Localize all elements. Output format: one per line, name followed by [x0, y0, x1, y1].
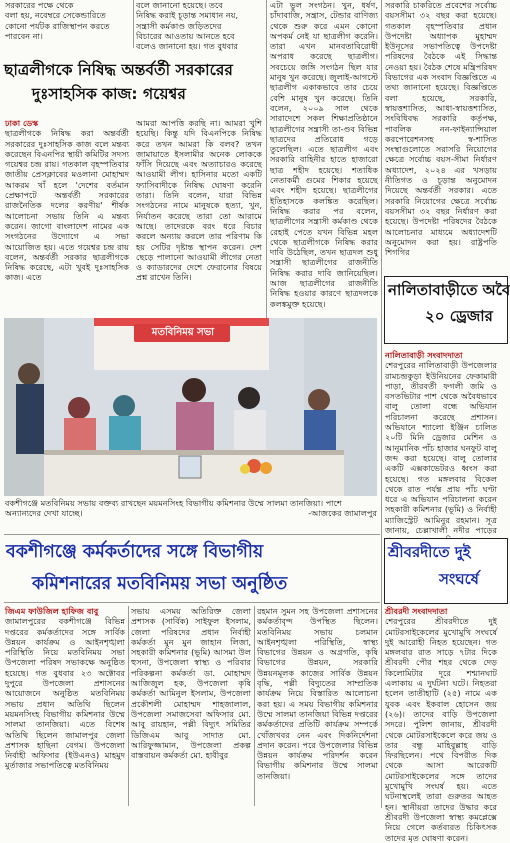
- text-line: বিচারের আওতায় আনতে হবে: [136, 30, 235, 41]
- byline: ঢাকা ডেস্ক: [5, 118, 39, 128]
- headline-nalitabari: নালিতাবাড়ীতে অবৈ ২০ ড্রেজার: [384, 276, 508, 344]
- top-left-text: [5, 0, 131, 42]
- story1-col2: আমরা আপত্তি করছি না। আমরা খুশি হয়েছি। কিন্তু যদি বিএনপিকে নিষিদ্ধ করে তখন আমরা কি বলব? তখন জামায়াতে ইসলামীর অনেক লোককে ফাঁসি দিয়েছে এবং অত্যাচারও করেছে আওয়ামী লীগ। হাসিনার মতো একটি ফ্যাসিবাদীকে নিষিদ্ধ ঘোষণা করেনি তারা। তিনি বলেন, যারা বিভিন্ন সংগঠনের নামে মানুষকে হত্যা, খুন, নির্যাতন করেছে তারা তো আরামে আছে। তাদেরকে বরং ধরে বিচার করলে অন্যায় করলে তার পরিণাম কি হয় সেটির দৃষ্টান্ত স্থাপন করেন। দেশ ছেড়ে পালানো আওয়ামী লীগের নেতা ও ক্যাডারদের দেশে ফেরানোর বিষয়ে প্রশ্ন রাখেন তিনি।: [136, 118, 262, 283]
- story2-col2: সভায় এসময় অতিরিক্ত জেলা প্রশাসক (সার্বিক) সাইফুল ইসলাম, জেলা পরিষদের প্রধান নির্বাহী কর্মকর্তা মুন মুন জাহান লিজা, সহকারী কমিশনার (ভূমি) আসমা উল হুসনা, উপজেলা স্বাস্থ্য ও পরিবার পরিকল্পনা কর্মকর্তা ডা. মোহাম্মদ আজিজুল হক, উপজেলা কৃষি কর্মকর্তা আমিনুল ইসলাম, উপজেলা প্রকৌশলী মোহাম্মদ শাহজালাল, উপজেলা সমাজসেবা অফিসার মো. আবু রায়হান, পল্লী বিদ্যুৎ সমিতির ডিজিএম আবু সাদাত মো. আরিফুজ্জামান, উপজেলা প্রকল্প বাস্তবায়ন কর্মকর্তা মো. হাবীবুর: [131, 606, 251, 761]
- right-top-story: এটা ভুল সংগঠন। খুন, ধর্ষণ, চাঁদাবাজি, সন্ত্রাস, টেন্ডার বাণিজ্য থেকে শুরু করে এমন কোনো অপকর্ম নেই যা ছাত্রলীগ করেনি। তারা এখন মানবতাবিরোধী অপরাধ করেছে ছাত্রলীগ। সবচেয়ে জঙ্গি সংগঠন ছিল যার মানুষ খুন করেছে। জুলাই-আগস্টে ছাত্রলীগ একাকভাবে তার চেয়ে বেশি মানুষ খুন করেছে। তিনি বলেন, ২০০৯ সাল থেকে সারাদেশে সকল শিক্ষাপ্রতিষ্ঠানে ছাত্রলীগের সন্ত্রাসী তা-ণ্ডব বিভিন্ন ছাত্রদের প্রতিরোধ গড়ে তুলেছিল। এতে ছাত্রলীগ এবং সরকারি বাহিনীর হাতে হাজারো ছাত্র শহীদ হয়েছে। শতাধিক নেতাকর্মী গুমের শিকার হয়েছে এবং শহীদ হয়েছে। ছাত্রলীগের ইতিহাসকে কলঙ্কিত করেছিল। নিষিদ্ধ করার পর বলেন, ছাত্রলীগের সন্ত্রাসী কর্মকাণ্ড থেকে রেহাই পেতে যখন বিভিন্ন মহল থেকে ছাত্রলীগকে নিষিদ্ধ করার দাবি উঠেছিল, তখন ছাত্রদল শুধু সন্ত্রাসী ছাত্রলীগের রাজনীতি নিষিদ্ধ করার দাবি জানিয়েছিল। আজ ছাত্রলীগের রাজনীতি নিষিদ্ধ হওয়ার কারণে ছাত্রদলকে কলঙ্কমুক্ত হয়েছে।: [270, 0, 378, 309]
- headline-chhatraleague: ছাত্রলীগকে নিষিদ্ধ অন্তর্বর্তী সরকারের দুঃসাহসিক কাজ: গয়েশ্বর: [4, 61, 233, 103]
- text-line: সন্ত্রাসী কর্মকাণ্ড জড়িতদের: [136, 20, 222, 31]
- story1-col1: ঢাকা ডেস্ক ছাত্রলীগকে নিষিদ্ধ করা অন্তর্বর্তী সরকারের দুঃসাহসিক কাজ বলে মন্তব্য করেছেন বিএনপির স্থায়ী কমিটির সদস্য গয়েশ্বর চন্দ্র রায়। গতকাল বৃহস্পতিবার জাতীয় প্রেসক্লাবের মওলানা মোহাম্মদ আকরম খাঁ হলে 'দেশের বর্তমান প্রেক্ষাপটে অন্তর্বর্তী সরকারের রাজনৈতিক দলের করণীয়' শীর্ষক আলোচনা সভায় তিনি এ মন্তব্য করেন। জাগো বাংলাদেশ নামের এক সংগঠনের উদ্যোগে এ সভা আয়োজিত হয়। এতে গয়েশ্বর চন্দ্র রায় বলেন, অন্তর্বর্তী সরকার ছাত্রলীগকে নিষিদ্ধ করেছে, এটা খুবই দুঃসাহসিক কাজ। এতে: [5, 118, 129, 283]
- meeting-photo: [4, 318, 377, 496]
- story2-col1: জিএম ফাউজিল হাফিজ বাবু জামালপুরের বকশীগঞ্জে বিভিন্ন দপ্তরের কর্মকর্তাদের সঙ্গে সার্বিক উন্নয়ন কার্যক্রম ও আইনশৃঙ্খলা পরিস্থিতি নিয়ে মতবিনিময় সভা উপজেলা পরিষদ সভাকক্ষে অনুষ্ঠিত হয়েছে। গত বুধবার ২৩ অক্টোবর দুপুরে উপজেলা প্রশাসনের আয়োজনে অনুষ্ঠিত মতবিনিময় সভায় প্রধান অতিথি ছিলেন ময়মনসিংহ বিভাগীয় কমিশনার উম্মে সালমা তানজিয়া। এতে বিশেষ অতিথি ছিলেন জামালপুর জেলা প্রশাসক হাছিনা বেগম। উপজেলা নির্বাহী অফিসার (ইউএনও) মাহমুদ মুর্তাজার সভাপতিত্বে মতবিনিময়: [5, 606, 125, 771]
- photo-caption: বকশীগঞ্জে মতবিনিময় সভায় বক্তব্য রাখছেন ময়মনসিংহ বিভাগীয় কমিশনার উম্মে সালমা তানজিয়া। পাশে অন্যান্যদের দেখা যাচ্ছে। -আজকের জামালপুর: [5, 498, 377, 519]
- story-sribardi: শ্রীবরদী সংবাদদাতা শেরপুরের শ্রীবরদীতে দুই মোটরসাইকেলের মুখোমুখি সংঘর্ষে দুই আরোহী নিহত হয়েছেন। গত মঙ্গলবার রাত সাড়ে ৭টার দিকে শ্রীবরদী পৌর শহর থেকে দেড় কিলোমিটার দূরে শশ্মানঘাট এলাকায় এ দুর্ঘটনা ঘটে। নিহতরা হলেন তাতীহাটি (২৫) নামে এক যুবক এবং ইকবাল হোসেন জয় (২৬)। তাদের বাড়ি উপজেলা সদরে। পুলিশ জানায়, শ্রীবরদী থেকে মোটরসাইকেলে করে জয় ও তার বন্ধু মাহিবুল্লাহ বাড়ি ফিরছিলেন। পথে বিপরীত দিক থেকে আসা আরেকটি মোটরসাইকেলের সঙ্গে তাদের মুখোমুখি সংঘর্ষ হয়। এতে ঘটনাস্থলেই তারা গুরুতর আহত হন। স্থানীয়রা তাদের উদ্ধার করে শ্রীবরদী উপজেলা স্বাস্থ্য কমপ্লেক্সে নিয়ে গেলে কর্তব্যরত চিকিৎসক তাদের মৃত ঘোষণা করেন।: [385, 606, 497, 843]
- byline: জিএম ফাউজিল হাফিজ বাবু: [5, 606, 99, 616]
- story-nalitabari: নালিতাবাড়ী সংবাদদাতা শেরপুরের নালিতাবাড়ী উপজেলার রামচন্দ্রকুড়া ইউনিয়নের ফেকামারী পাড়া, তীরবর্তী ফগলী জমি ও বসতভিটার পাশ থেকে অবৈধভাবে বালু তোলা বন্ধে অভিযান পরিচালনা করেছে প্রশাসন। অভিযানে শ্যালো ইঞ্জিন চালিত ২০টি মিনি ড্রেজার মেশিন ও আনুমানিক পাঁচ হাজার ঘনফুট বালু জব্দ করা হয়েছে। বালু তোলার একটি এক্সকাভেটরও ধ্বংস করা হয়েছে। গত মঙ্গলবার বিকেল থেকে রাত পর্যন্ত প্রায় পাঁচ ঘণ্টা ধরে এ অভিযান পরিচালনা করেন সহকারী কমিশনার (ভূমি) ও নির্বাহী ম্যাজিস্ট্রেট আমিনুর রহমান। সূত্র জানায়, চেল্লাখালী নদীর পাড়ের: [385, 350, 497, 536]
- headline-sribardi: শ্রীবরদীতে দুই সংঘর্ষে: [384, 538, 508, 604]
- text-line: কোনো পর্যটক রাজিস্থাপন করতে: [5, 20, 110, 31]
- story2-col3: রহমান সুমন সহ উপজেলা প্রশাসনের কর্মকর্তাবৃন্দ উপস্থিত ছিলেন। মতবিনিময় সভায় চলমান আইনশৃঙ্খলা পরিস্থিতি, স্বাস্থ্য বিভাগের উন্নয়ন ও অগ্রগতি, কৃষি বিভাগের উন্নয়ন, সরকারি উন্নয়নমূলক কাজের সার্বিক উন্নয়ন বৃদ্ধি, পল্লী বিদ্যুতের সাম্প্রতিক কার্যক্রম নিয়ে বিস্তারিত আলোচনা করা হয়। এ সময় বিভাগীয় কমিশনার উম্মে সালমা তানজিয়া বিভিন্ন দপ্তরের কর্মকর্তাদের প্রতিটি কার্যক্রম সম্পর্কে খোঁজখবর নেন এবং দিকনির্দেশনা প্রদান করেন। পরে উপজেলার বিভিন্ন উন্নয়ন কার্যক্রম পরিদর্শন করেন বিভাগীয় কমিশনার উম্মে সালমা তানজিয়া।: [257, 606, 378, 781]
- text-line: বলে জানানো হয়েছে। তবে: [136, 0, 223, 10]
- meeting-scene-illustration: [4, 318, 377, 496]
- headline-bakshiganj: বকশীগঞ্জে কর্মকর্তাদের সঙ্গে বিভাগীয় কমিশনারের মতবিনিময় সভা অনুষ্ঠিত: [6, 542, 288, 594]
- photo-credit: -আজকের জামালপুর: [308, 508, 377, 519]
- text-line: পারবেন না।: [5, 30, 43, 41]
- text-line: সরকারের পক্ষে থেকে: [5, 0, 74, 10]
- far-right-top-story: সরকারি চাকরিতে প্রবেশের সর্বোচ্চ বয়সসীমা ৩২ বছর করা হয়েছে। গতকাল বৃহস্পতিবার প্রধান উপদেষ্টা অধ্যাপক মুহাম্মদ ইউনূসের সভাপতিত্বে উপদেষ্টা পরিষদের বৈঠকে এই সিদ্ধান্ত নেওয়া হয়। বৈঠক শেষে মন্ত্রিপরিষদ বিভাগের এক সংবাদ বিজ্ঞপ্তিতে এ তথ্য জানানো হয়েছে। বিজ্ঞপ্তিতে বলা হয়েছে, সরকারি, স্বায়ত্তশাসিত, আধা-স্বায়ত্তশাসিত, সংবিধিবদ্ধ সরকারি কর্তৃপক্ষ, পাবলিক নন-ফাইন্যান্সিয়াল করপোরেশনসহ স্ব-শাসিত সংস্থাগুলোতে সরাসরি নিয়োগের ক্ষেত্রে সর্বোচ্চ বয়স-সীমা নির্ধারণ অধ্যাদেশ, ২০২৪ এর খসড়ায় নীতিগত ও চূড়ান্ত অনুমোদন দিয়েছে অন্তর্বর্তী সরকার। এতে সরকারি নিয়োগের ক্ষেত্রে সর্বোচ্চ বয়সসীমা ৩২ বছর নির্ধারণ করা হয়েছে। উপদেষ্টা পরিষদের বৈঠকে আলোচনার মাধ্যমে অধ্যাদেশটি অনুমোদন করা হয়। রাষ্ট্রপতি শিগগির: [385, 0, 497, 258]
- text-line: নিষিদ্ধ করাই চূড়ান্ত সমাধান নয়,: [136, 10, 239, 21]
- byline: শ্রীবরদী সংবাদদাতা: [385, 606, 448, 616]
- banner-text: মতবিনিময় সভা: [151, 327, 215, 338]
- text-line: বলেও জানানো হয়। গত বুধবার: [136, 41, 239, 52]
- top-mid-text: [136, 0, 262, 52]
- text-line: বলা হয়, নবেম্বরে সেকেন্ডারিতে: [5, 10, 106, 21]
- byline: নালিতাবাড়ী সংবাদদাতা: [385, 350, 463, 360]
